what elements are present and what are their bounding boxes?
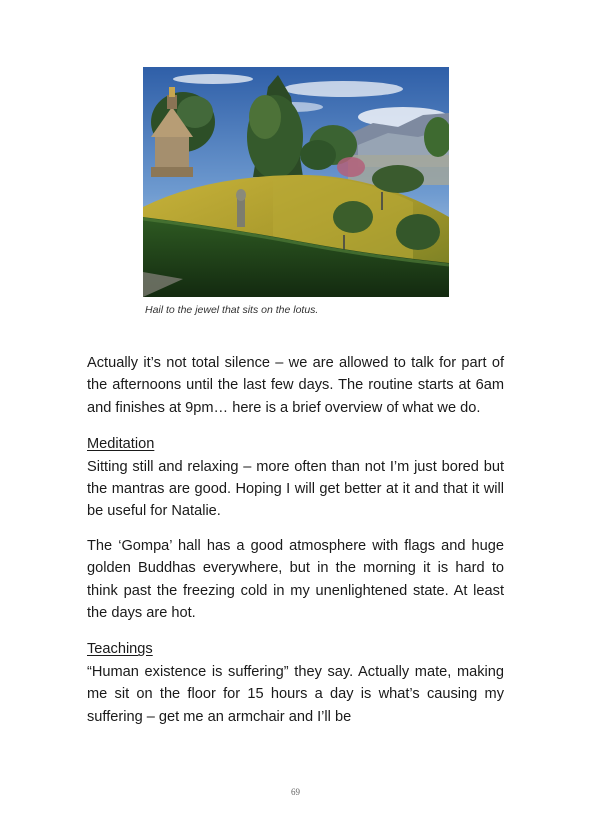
photo-caption: Hail to the jewel that sits on the lotus. bbox=[145, 304, 319, 316]
meditation-paragraph-1: Sitting still and relaxing – more often than not I’m just bored but the mantras are good. Hoping I will get better at it and that it will be useful for Natalie. bbox=[87, 458, 504, 520]
page-number: 69 bbox=[291, 787, 300, 797]
teachings-paragraph-1: “Human existence is suffering” they say. Actually mate, making me sit on the floor for 15 hours a day is what’s causing my suffering – get me an armchair and I’ll be bbox=[87, 663, 504, 725]
teachings-section bbox=[87, 638, 504, 728]
body-text bbox=[87, 352, 504, 740]
meditation-paragraph-2: The ‘Gompa’ hall has a good atmosphere with flags and huge golden Buddhas everywhere, but in the morning it is hard to think past the freezing cold in my unenlightened state. At least the days are hot. bbox=[87, 537, 504, 622]
meditation-section bbox=[87, 433, 504, 624]
section-heading-meditation: Meditation bbox=[87, 436, 155, 453]
section-heading-teachings: Teachings bbox=[87, 641, 153, 658]
garden-stupa-photo bbox=[143, 67, 449, 297]
intro-paragraph: Actually it’s not total silence – we are allowed to talk for part of the afternoons until the last few days. The routine starts at 6am and finishes at 9pm… here is a brief overview of what we do. bbox=[87, 355, 504, 416]
